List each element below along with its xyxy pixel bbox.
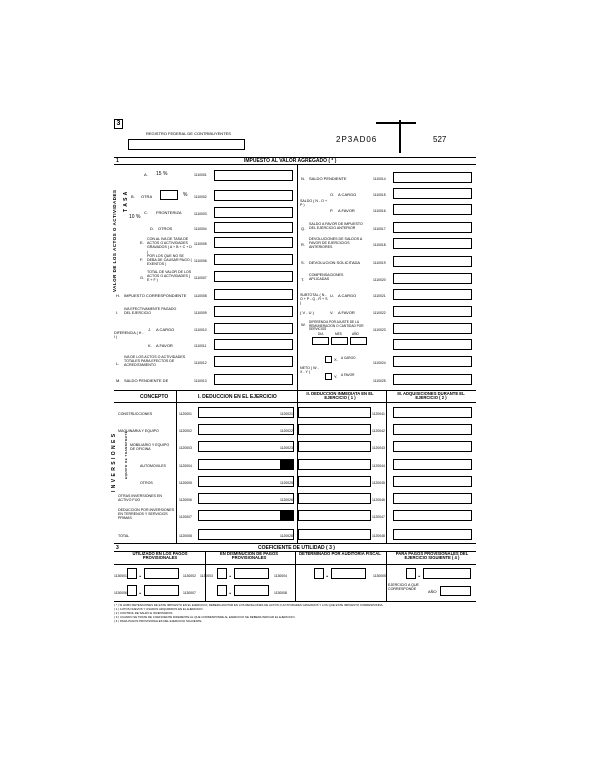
row-j-code: 1110010	[194, 328, 207, 332]
row-q-key: Q.	[301, 226, 306, 231]
coef-1-int[interactable]	[127, 568, 137, 579]
inv-row-5-field2[interactable]	[298, 476, 371, 487]
row-e-key: E.	[140, 240, 144, 245]
row-x-label: A CARGO	[341, 356, 356, 360]
row-c-sub: FRONTERIZA	[156, 210, 182, 215]
coef-5-dot: .	[139, 587, 142, 596]
coef-4-int[interactable]	[406, 568, 416, 579]
row-d-label: OTROS	[158, 226, 173, 231]
inv-row-2-field3[interactable]	[393, 424, 472, 435]
row-x-code: 1110024	[373, 361, 386, 365]
neto-label: NETO ( W - X - Y )	[300, 366, 319, 375]
footnote-4: ( 3 ) CUANDO SE TRATE DE COEFICIENTE DIFERENTE AL QUE CORRESPONDE AL EJERCICIO SE DEBERA INDICAR EL EJERCICIO.	[114, 615, 296, 619]
inv-row-6-field2[interactable]	[298, 493, 371, 504]
row-m-field[interactable]	[214, 374, 293, 385]
coef-3-code: 1130003	[200, 574, 213, 578]
date-field-mes[interactable]	[331, 337, 348, 345]
coef-1-dot: .	[139, 570, 142, 579]
date-label-mes: MES	[335, 332, 342, 336]
section3-title: COEFICIENTE DE UTILIDAD ( 3 )	[258, 545, 335, 551]
inv-row-3-code1: 1120003	[179, 446, 192, 450]
section2-vertical-label: I N V E R S I O N E S	[111, 433, 117, 492]
row-c-code: 1110003	[194, 212, 207, 216]
row-u-code: 1110021	[373, 294, 386, 298]
row-a-label: 15 %	[156, 171, 168, 177]
section3-divider-2	[295, 551, 296, 601]
inv-row-1-code2: 1120021	[280, 412, 293, 416]
inv-row-7-code1: 1120007	[179, 515, 192, 519]
row-n-key: N.	[301, 176, 305, 181]
inv-row-5-field3[interactable]	[393, 476, 472, 487]
date-label-dia: DIA	[318, 332, 324, 336]
row-o-code: 1110015	[373, 193, 386, 197]
coef-4-dot: .	[418, 570, 421, 579]
inv-row-7-field2[interactable]	[298, 510, 371, 521]
neto-checkbox-y[interactable]	[325, 373, 332, 380]
neto-checkbox-x[interactable]	[325, 356, 332, 363]
row-e-label: CON AL IVA DE TASA DE ACTOS O ACTIVIDADES GRAVADOS ( A + B + C + D )	[147, 237, 192, 254]
row-h-code: 1110008	[194, 294, 207, 298]
rfc-field[interactable]	[128, 139, 245, 150]
row-p-key: P.	[330, 208, 334, 213]
inv-row-7-field3[interactable]	[393, 510, 472, 521]
coef-5-int[interactable]	[127, 585, 137, 596]
row-q-label: SALDO A FAVOR DE IMPUESTO DEL EJERCICIO ANTERIOR	[309, 222, 363, 231]
inv-row-1-field2[interactable]	[298, 407, 371, 418]
inv-row-7-code3: 1120047	[372, 515, 385, 519]
row-l-field[interactable]	[214, 356, 293, 367]
row-s-label: DEVOLUCION SOLICITADA	[309, 260, 361, 265]
row-h-label: IMPUESTO CORRESPONDIENTE	[124, 293, 187, 298]
row-r-field[interactable]	[393, 238, 472, 249]
section1-number: 1	[116, 158, 119, 164]
row-r-code: 1110018	[373, 243, 386, 247]
row-s-code: 1110019	[373, 261, 386, 265]
row-j-field[interactable]	[214, 323, 293, 334]
subtotal-label: SUBTOTAL ( N - O + P - Q - R + S )	[300, 293, 328, 306]
coef-6-dot: .	[229, 587, 232, 596]
inv-row-8-label: TOTAL	[118, 534, 130, 538]
row-u-key: U.	[330, 293, 334, 298]
row-i-code: 1110009	[194, 311, 207, 315]
section2-header-concepto: CONCEPTO	[140, 394, 169, 400]
footnote-3: ( 2 ) CONTROL DE SALDO E INVENTARIOS.	[114, 611, 174, 615]
row-o-field[interactable]	[393, 188, 472, 199]
row-i-key: I.	[116, 310, 119, 315]
row-d-field[interactable]	[214, 222, 293, 233]
coef-3-dot: .	[326, 570, 329, 579]
row-m-label: SALDO PENDIENTE DE	[124, 378, 169, 383]
header-divider-vertical	[399, 120, 401, 153]
coef-7-code: 1130007	[183, 591, 196, 595]
row-a-key: A.	[144, 172, 148, 177]
inv-row-8-code2: 1120028	[280, 534, 293, 538]
row-t-label: COMPENSACIONES APLICADAS	[309, 273, 344, 282]
row-g-label: TOTAL DE VALOR DE LOS ACTOS O ACTIVIDADES ( E + F )	[147, 270, 192, 283]
section3-header-4: PARA PAGOS PROVISIONALES DEL EJERCICIO SIGUIENTE ( 4 )	[395, 551, 469, 561]
inv-row-7-label: DEDUCCION POR INVERSIONES EN TERRENOS Y SERVICIOS PRIMAS	[118, 508, 175, 521]
inv-row-6-code2: 1120026	[280, 498, 293, 502]
inv-row-4-label: AUTOMOVILES	[140, 464, 166, 468]
row-m-key: M.	[116, 378, 121, 383]
row-v-code: 1110022	[373, 311, 386, 315]
row-j-label: A CARGO	[156, 327, 175, 332]
row-h-key: H.	[116, 293, 120, 298]
coef-4-dec[interactable]	[423, 568, 471, 579]
coef-5-code: 1130005	[373, 574, 386, 578]
date-field-dia[interactable]	[312, 337, 329, 345]
row-l-key: L.	[116, 361, 120, 366]
coef-2-code: 1130002	[183, 574, 196, 578]
coef-5-dec[interactable]	[144, 585, 179, 596]
row-m-code: 1110013	[194, 379, 207, 383]
header-divider-horizontal	[376, 122, 416, 124]
row-c-field[interactable]	[214, 207, 293, 218]
inv-row-8-field3[interactable]	[393, 529, 472, 540]
row-i-label: IVA EFECTIVAMENTE PAGADO DEL EJERCICIO	[124, 307, 177, 316]
inv-row-5-label: OTROS	[140, 481, 153, 485]
inv-row-4-field3[interactable]	[393, 459, 472, 470]
inv-row-1-code3: 1120041	[372, 412, 385, 416]
row-j-key: J.	[148, 327, 152, 332]
coef-3-int[interactable]	[314, 568, 324, 579]
row-p-label: A FAVOR	[338, 208, 355, 213]
row-g-field[interactable]	[214, 271, 293, 282]
row-u-field[interactable]	[393, 289, 472, 300]
inv-row-8-code1: 1120008	[179, 534, 192, 538]
section2-header-adquisiciones: III. ADQUISICIONES DURANTE EL EJERCICIO ( 2 )	[397, 391, 465, 401]
row-u-label: A CARGO	[338, 293, 357, 298]
footnote-1: ( * ) SI HUBO RETENCIONES DE ESTE IMPUESTO EN EL EJERCICIO, DEBERA ANOTAR EN LOS RENGLONES DE ACTOS O ACTIVIDADES GRAVADOS Y LOS QUE ESTE IMPUESTO CORRESPONDA.	[114, 603, 384, 607]
coef-1-dec[interactable]	[144, 568, 179, 579]
inv-row-3-field3[interactable]	[393, 441, 472, 452]
inv-row-1-label: CONSTRUCCIONES	[118, 412, 153, 416]
date-field-ano[interactable]	[350, 337, 367, 345]
row-a-field[interactable]	[214, 170, 293, 181]
row-f-label: POR LOS QUE NO SE DEBA DE CAUSAR PAGO ( EXENTOS )	[147, 254, 192, 267]
row-b-rate-field[interactable]	[160, 190, 178, 200]
row-t-key: T.	[301, 277, 305, 282]
section1-middle-divider	[297, 164, 298, 390]
coef-6-dec[interactable]	[234, 585, 269, 596]
row-k-label: A FAVOR	[156, 343, 173, 348]
row-s-field[interactable]	[393, 256, 472, 267]
coef-6-code: 1130006	[114, 591, 127, 595]
section2-bottom-line	[114, 543, 476, 544]
row-b-label: OTRA	[141, 194, 153, 199]
section2-header-inmediata: II. DEDUCCION INMEDIATA EN EL EJERCICIO ( 1 )	[306, 391, 374, 401]
row-b-field[interactable]	[214, 190, 293, 201]
inv-row-6-code3: 1120046	[372, 498, 385, 502]
inv-row-4-code3: 1120044	[372, 464, 385, 468]
row-b-suffix: %	[183, 192, 188, 198]
inv-row-5-code3: 1120045	[372, 481, 385, 485]
row-x-key: X.	[334, 357, 338, 362]
row-p-field[interactable]	[393, 204, 472, 215]
section2-header-deduccion: I. DEDUCCION EN EL EJERCICIO	[198, 394, 277, 400]
coef-right-note: EJERCICIO A QUE CORRESPONDE	[388, 583, 419, 592]
row-n-label: SALDO PENDIENTE	[309, 176, 347, 181]
inv-row-1-code1: 1120001	[179, 412, 192, 416]
inv-row-3-label: MOBILIARIO Y EQUIPO DE OFICINA	[130, 443, 170, 452]
section1-vertical-label: VALOR DE LOS ACTOS O ACTIVIDADES	[112, 189, 117, 292]
row-b-code: 1110002	[194, 195, 207, 199]
tasa-vertical-label: T A S A	[123, 191, 129, 212]
row-w-field-2[interactable]	[393, 339, 472, 350]
row-k-key: K.	[148, 343, 152, 348]
row-d-key: D.	[150, 226, 154, 231]
section2-divider-1	[176, 390, 177, 543]
inv-row-7-blocked	[280, 510, 293, 521]
inv-row-6-field3[interactable]	[393, 493, 472, 504]
inv-row-2-code2: 1120022	[280, 429, 293, 433]
row-g-key: G.	[140, 275, 145, 280]
inv-row-3-code2: 1120023	[280, 446, 293, 450]
row-t-field[interactable]	[393, 273, 472, 284]
row-h-field[interactable]	[214, 289, 293, 300]
row-c-key: C.	[144, 210, 148, 215]
coef-year-field[interactable]	[440, 586, 471, 596]
row-w-key: W.	[301, 322, 306, 327]
row-s-key: S.	[301, 260, 305, 265]
row-d-code: 1110004	[194, 227, 207, 231]
row-k-code: 1110011	[194, 344, 207, 348]
section3-number: 3	[116, 545, 119, 551]
diferencia-label: DIFERENCIA ( H - I )	[114, 331, 144, 340]
row-q-field[interactable]	[393, 222, 472, 233]
coef-8-code: 1130008	[274, 591, 287, 595]
inv-row-5-code2: 1120025	[280, 481, 293, 485]
section3-header-line	[114, 564, 476, 565]
inv-row-4-field2[interactable]	[298, 459, 371, 470]
section2-divider-3	[386, 390, 387, 543]
row-w-code: 1110023	[373, 328, 386, 332]
inv-row-5-code1: 1120005	[179, 481, 192, 485]
row-c-label: 10 %	[129, 214, 141, 220]
coef-right-note-year: AÑO	[428, 589, 437, 594]
page-number: 3	[116, 120, 121, 127]
coef-4-code: 1130004	[274, 574, 287, 578]
row-b-key: B.	[131, 194, 135, 199]
row-e-field[interactable]	[214, 237, 293, 248]
inv-row-2-code1: 1120002	[179, 429, 192, 433]
row-f-key: F.	[140, 257, 144, 262]
inv-row-3-field2[interactable]	[298, 441, 371, 452]
inv-row-8-field2[interactable]	[298, 529, 371, 540]
section3-header-1: UTILIZADO EN LOS PAGOS PROVISIONALES	[132, 551, 188, 561]
inv-row-2-label: MAQUINARIA Y EQUIPO	[118, 429, 159, 433]
section3-header-2: EN DISMINUCION DE PAGOS PROVISIONALES	[219, 551, 279, 561]
row-n-field[interactable]	[393, 172, 472, 183]
row-y-field[interactable]	[393, 374, 472, 385]
saldo-label: SALDO ( N - O + P )	[300, 199, 328, 208]
inv-row-3-code3: 1120043	[372, 446, 385, 450]
inv-row-8-code3: 1120048	[372, 534, 385, 538]
inv-row-6-code1: 1120006	[179, 498, 192, 502]
row-a-code: 1110001	[194, 173, 207, 177]
row-q-code: 1110017	[373, 227, 386, 231]
row-k-field[interactable]	[214, 339, 293, 350]
section3-divider-3	[386, 551, 387, 601]
inv-row-2-code3: 1120042	[372, 429, 385, 433]
footnote-5: ( 4 ) PARA PAGOS PROVISIONALES DEL EJERCICIO SIGUIENTE.	[114, 619, 203, 623]
coef-2-int[interactable]	[217, 568, 227, 579]
rfc-label: REGISTRO FEDERAL DE CONTRIBUYENTES	[146, 131, 231, 136]
inv-row-6-label: OTRAS INVERSIONES EN ACTIVO FIJO	[118, 494, 162, 503]
row-l-code: 1110012	[194, 361, 207, 365]
coef-6-int[interactable]	[217, 585, 227, 596]
section2-sub-vertical-label: EQUIPO DE TRANSPORTE	[124, 430, 128, 479]
inv-row-4-code1: 1120004	[179, 464, 192, 468]
row-x-field[interactable]	[393, 356, 472, 367]
row-n-code: 1110014	[373, 177, 386, 181]
row-w-label: DIFERENCIA POR AJUSTE DE LA REMUNERACION O CANTIDAD POR SERVICIOS	[309, 320, 364, 332]
row-v-label: A FAVOR	[338, 310, 355, 315]
row-o-key: O.	[330, 192, 335, 197]
form-code: 2P3AD06	[336, 135, 378, 144]
row-o-label: A CARGO	[338, 192, 357, 197]
section1-title: IMPUESTO AL VALOR AGREGADO ( * )	[244, 158, 337, 164]
row-v-field[interactable]	[393, 306, 472, 317]
page-code: 527	[433, 135, 447, 144]
row-g-code: 1110007	[194, 276, 207, 280]
row-e-code: 1110005	[194, 242, 207, 246]
row-r-label: DEVOLUCIONES DE SALDOS A FAVOR DE EJERCICIOS ANTERIORES	[309, 237, 363, 250]
row-p-code: 1110016	[373, 209, 386, 213]
section1-title-line	[114, 164, 476, 165]
inv-row-1-field3[interactable]	[393, 407, 472, 418]
row-f-code: 1110006	[194, 259, 207, 263]
inv-row-4-blocked	[280, 459, 293, 470]
date-label-ano: AÑO	[352, 332, 359, 336]
row-v-key: V.	[330, 310, 334, 315]
row-w-field[interactable]	[393, 323, 472, 334]
coef-1-code: 1130001	[114, 574, 127, 578]
coef-2-dec[interactable]	[234, 568, 269, 579]
row-r-key: R.	[301, 242, 305, 247]
inv-row-2-field2[interactable]	[298, 424, 371, 435]
row-y-label: A FAVOR	[341, 373, 355, 377]
row-i-field[interactable]	[214, 306, 293, 317]
row-t-code: 1110020	[373, 278, 386, 282]
subtotal2-label: ( V - U )	[300, 310, 314, 315]
section3-bottom-line	[114, 601, 476, 602]
row-y-key: Y.	[334, 374, 338, 379]
coef-3-dec[interactable]	[331, 568, 366, 579]
row-y-code: 1110025	[373, 379, 386, 383]
footnote-2: ( 1 ) AUTOS NUEVOS Y USADOS ADQUIRIDOS EN EL EJERCICIO.	[114, 607, 204, 611]
section3-header-3: DETERMINADO POR AUDITORIA FISCAL	[299, 551, 381, 556]
row-l-label: IVA DE LOS ACTOS O ACTIVIDADES TOTALES PARA EFECTOS DE ACREDITAMIENTO	[124, 355, 186, 368]
section2-header-line	[114, 402, 476, 403]
coef-2-dot: .	[229, 570, 232, 579]
row-f-field[interactable]	[214, 254, 293, 265]
